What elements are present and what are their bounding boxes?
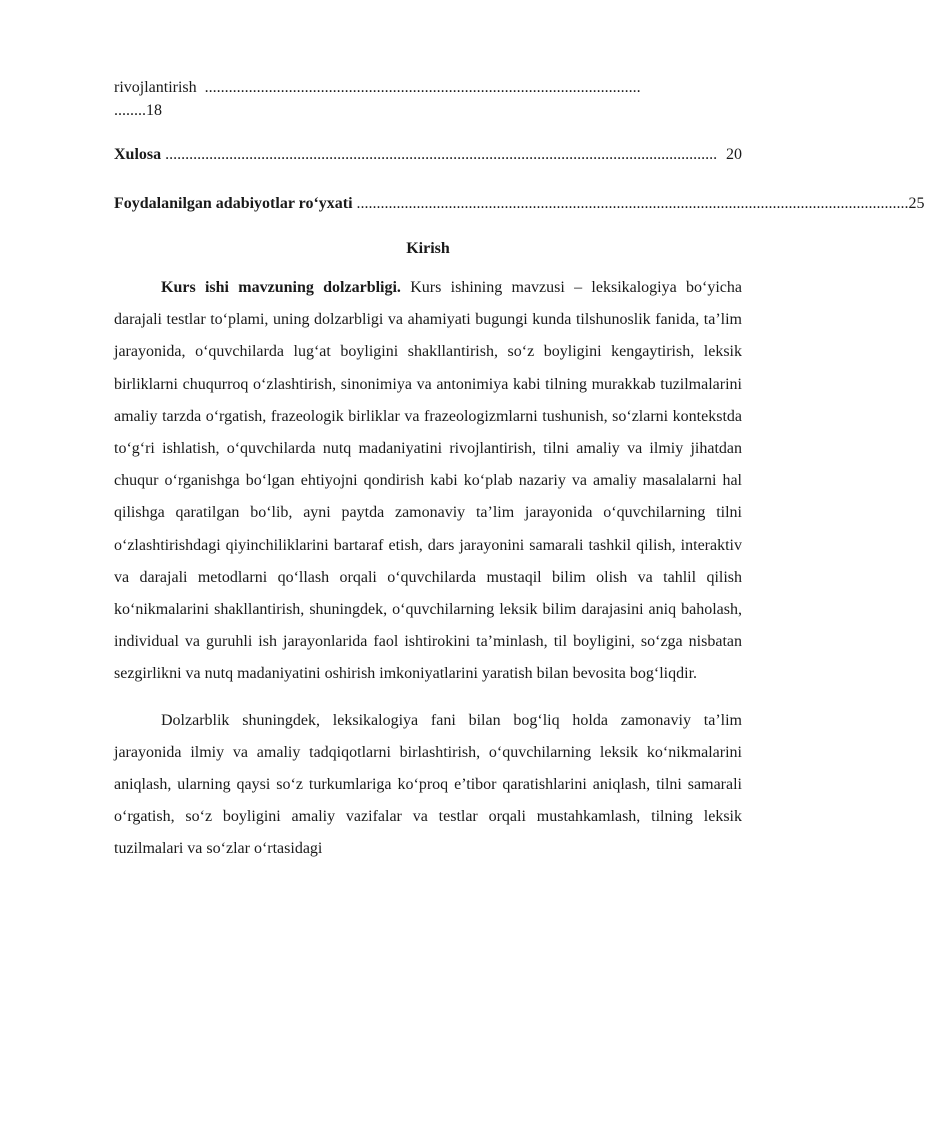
toc-page-number: 18 xyxy=(146,102,162,119)
toc-entry-title: Xulosa xyxy=(114,146,162,163)
paragraph-relevance xyxy=(114,272,742,691)
toc-page-number: 20 xyxy=(726,146,742,163)
paragraph-relevance-continued: Dolzarblik shuningdek, leksikalogiya fani bilan bog‘liq holda zamonaviy ta’lim jarayonida ilmiy va amaliy tadqiqotlarni birlashtirish, o‘quvchilarning leksik ko‘nikmalarini aniqlash, ularning qaysi so‘z turkumlariga ko‘proq e’tibor qaratishlarini aniqlash, tilni samarali o‘rgatish, so‘z boyligini amaliy vazifalar va testlar orqali mustahkamlash, tilning leksik tuzilmalari va so‘zlar o‘rtasidagi xyxy=(114,711,742,858)
toc-leader-dots: ............................................................................................................. xyxy=(204,79,641,96)
toc-entry-references[interactable] xyxy=(114,179,925,228)
toc-leader-dots: .......................................................................................................................................... xyxy=(356,195,909,212)
toc-leader-dots: .......................................................................................................................................... xyxy=(165,146,718,163)
paragraph-body: Kurs ishining mavzusi – leksikalogiya bo‘yicha darajali testlar to‘plami, uning dolzarbligi va ahamiyati bugungi kunda tilshunoslik fanida, ta’lim jarayonida, o‘quvchilarda lug‘at boyligini shakllantirish, so‘z boyligini kengaytirish, leksik birliklarni chuqurroq o‘zlashtirish, sinonimiya va antonimiya kabi tilning murakkab tuzilmalarini amaliy tarzda o‘rgatish, frazeologik birliklar va frazeologizmlarni tushunish, so‘zlarni kontekstda to‘g‘ri ishlatish, o‘quvchilarda nutq madaniyatini rivojlantirish, tilni amaliy va ilmiy jihatdan chuqur o‘rganishga bo‘lgan ehtiyojni qondirish kabi ko‘plab nazariy va amaliy masalalarni hal qilishga qaratilgan bo‘lib, ayni paytda zamonaviy ta’lim jarayonida o‘quvchilarning tilni o‘zlashtirishdagi qiyinchiliklarini bartaraf etish, dars jarayonini samarali tashkil qilish, interaktiv va darajali metodlarni qo‘llash orqali o‘quvchilarda mustaqil bilim olish va tahlil qilish ko‘nikmalarini shakllantirish, shuningdek, o‘quvchilarning leksik bilim darajasini aniq baholash, individual va guruhli ish jarayonlarida faol ishtirokini ta’minlash, til boyligini, so‘zga nisbatan sezgirlikni va nutq madaniyatini oshirish imkoniyatlarini yaratish bilan bevosita bog‘liqdir. xyxy=(114,279,742,683)
section-heading: Kirish xyxy=(406,240,450,257)
paragraph-lead: Kurs ishi mavzuning dolzarbligi. xyxy=(161,279,401,296)
toc-page-number: 25 xyxy=(908,195,925,212)
toc-continuation-text: rivojlantirish xyxy=(114,79,197,96)
toc-leader-dots: ........ xyxy=(114,102,146,119)
toc-entry-xulosa[interactable] xyxy=(114,130,742,179)
document-page xyxy=(114,66,925,880)
toc-entry-title: Foydalanilgan adabiyotlar ro‘yxati xyxy=(114,195,353,212)
